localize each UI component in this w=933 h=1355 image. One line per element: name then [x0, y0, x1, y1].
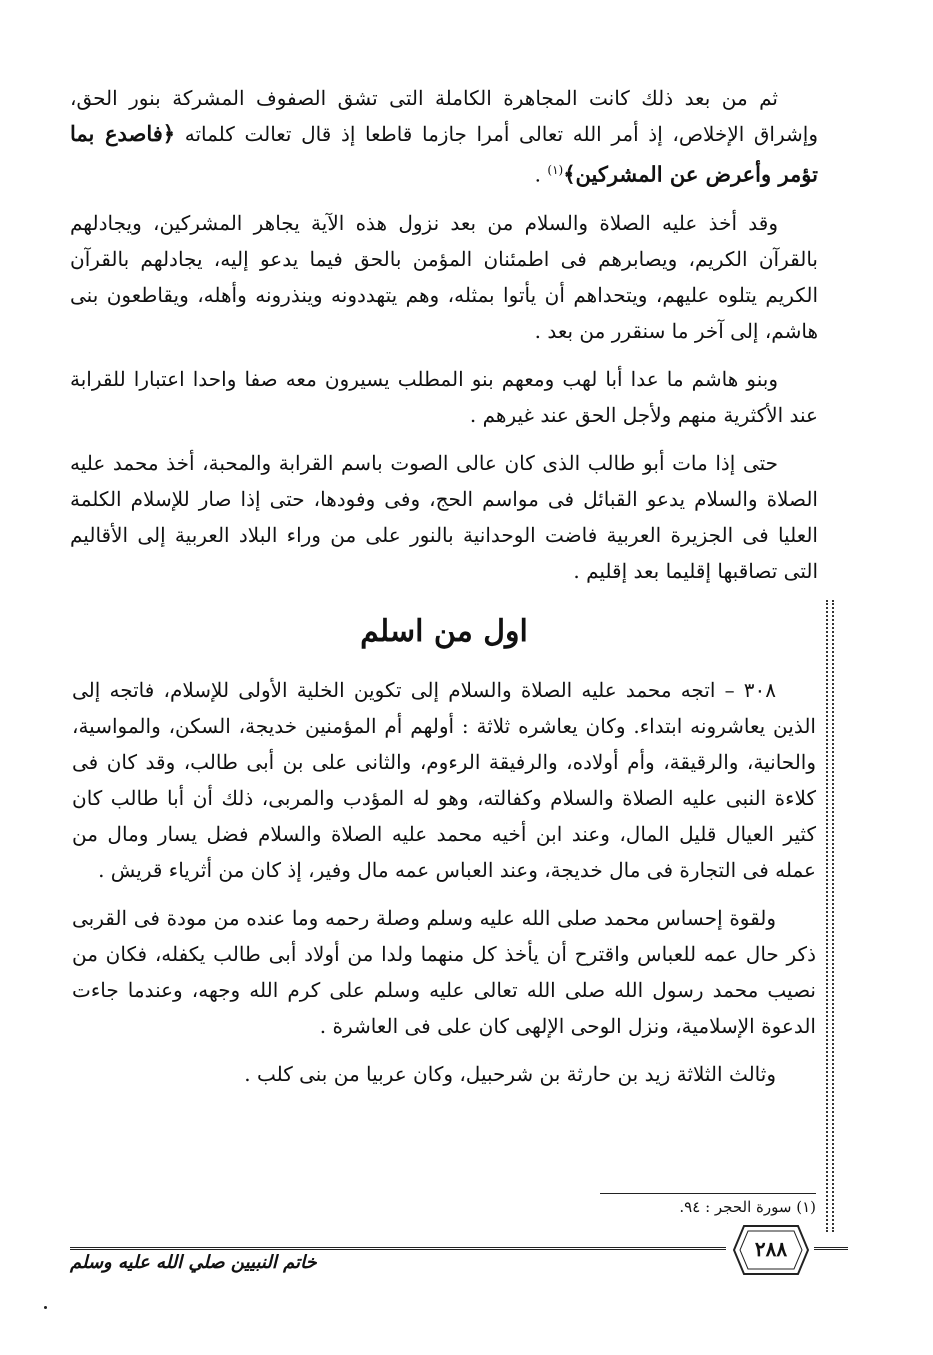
quran-quote: ﴿فاصدع بما تؤمر وأعرض عن المشركين﴾ — [70, 121, 818, 187]
section-heading: اول من اسلم — [360, 614, 528, 649]
paragraph-5: ٣٠٨ – اتجه محمد عليه الصلاة والسلام إلى تكوين الخلية الأولى للإسلام، فاتجه إلى الذين يعاشرونه ابتداء. وكان يعاشره ثلاثة : أولهم أم المؤمنين خديجة، السكن، والمواسية، والحانية، والرقيقة، وأم أولاده، والرفيقة الرءوم، والثانى على بن أبى طالب، وقد كان فى كلاءة النبى عليه الصلاة والسلام وكفالته، وهو له المؤدب والمربى، ذلك أن أبا طالب كان كثير العيال قليل المال، وعند ابن أخيه محمد عليه الصلاة والسلام فضل يسار ومال من عمله فى التجارة فى مال خديجة، وعند العباس عمه مال وفير، إذ كان من أثرياء قريش . — [72, 678, 816, 882]
section-text-block — [72, 672, 816, 1104]
paragraph-3: وبنو هاشم ما عدا أبا لهب ومعهم بنو المطلب يسيرون معه صفا واحدا اعتبارا للقرابة عند الأكثرية منهم ولأجل الحق عند غيرهم . — [70, 366, 818, 427]
top-text-block — [70, 80, 818, 601]
paragraph-1-end: . — [534, 162, 548, 187]
paragraph-6: ولقوة إحساس محمد صلى الله عليه وسلم وصلة رحمه وما عنده من مودة فى القربى ذكر حال عمه للعباس واقترح أن يأخذ كل منهما ولدا من أولاد أبى طالب يكفله، فكان من نصيب محمد رسول الله صلى الله تعالى عليه وسلم على كرم الله وجهه، وعندما جاءت الدعوة الإسلامية، ونزل الوحى الإلهى كان على فى العاشرة . — [72, 906, 816, 1038]
footnote: (١) سورة الحجر : ٩٤. — [679, 1198, 816, 1216]
footnote-ref: (١) — [547, 163, 564, 177]
paragraph-1-lead: ثم من بعد ذلك كانت المجاهرة الكاملة التى تشق الصفوف المشركة بنور الحق، وإشراق الإخلاص، إذ أمر الله تعالى أمرا جازما قاطعا إذ قال تعالت كلماته — [70, 86, 818, 146]
footer-rule-end — [814, 1247, 848, 1250]
paragraph-1 — [70, 80, 818, 193]
paragraph-2: وقد أخذ عليه الصلاة والسلام من بعد نزول هذه الآية يجاهر المشركين، ويجادلهم بالقرآن الكريم، ويصابرهم فى اطمئنان المؤمن بالحق فيما يدعو إليه، يجادلهم بالقرآن الكريم يتلوه عليهم، ويتحداهم أن يأتوا بمثله، وهم يتهددونه وينذرونه وأهله، ويقاطعون بنى هاشم، إلى آخر ما سنقرر من بعد . — [70, 210, 818, 343]
footer-rule — [70, 1247, 726, 1250]
book-title: خاتم النبيين صلي الله عليه وسلم — [70, 1252, 317, 1273]
paragraph-4: حتى إذا مات أبو طالب الذى كان عالى الصوت باسم القرابة والمحبة، أخذ محمد عليه الصلاة والسلام يدعو القبائل فى مواسم الحج، وفى وفودها، حتى إذا صار للإسلام الكلمة العليا فى الجزيرة العربية فاضت الوحدانية بالنور على من وراء البلاد العربية إلى الأقاليم التى تصاقبها إقليما بعد إقليم . — [70, 450, 818, 583]
scan-speck — [44, 1306, 47, 1309]
section-side-rule — [826, 600, 834, 1232]
paragraph-7: وثالث الثلاثة زيد بن حارثة بن شرحبيل، وكان عربيا من بنى كلب . — [244, 1062, 776, 1086]
page-number: ٢٨٨ — [754, 1237, 788, 1261]
footnote-separator — [600, 1193, 816, 1194]
